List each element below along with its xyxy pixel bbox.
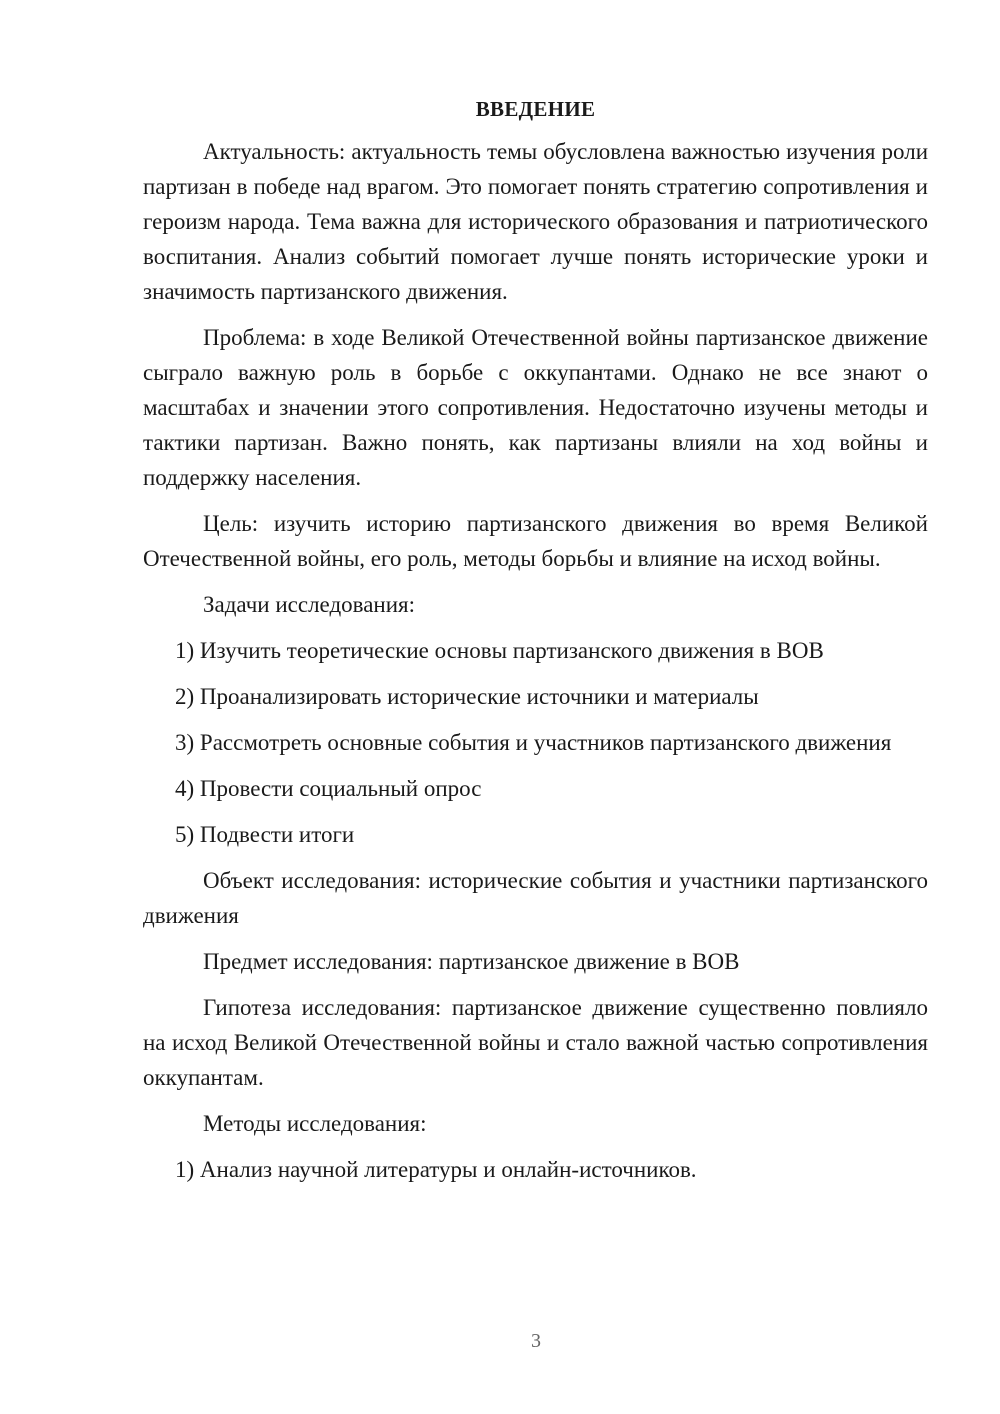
document-page [143,92,928,1198]
goal-paragraph: Цель: изучить историю партизанского движения во время Великой Отечественной войны, его роль, методы борьбы и влияние на исход войны. [143,511,928,571]
task-item: 3) Рассмотреть основные события и участников партизанского движения [175,730,892,755]
hypothesis-paragraph: Гипотеза исследования: партизанское движение существенно повлияло на исход Великой Отечественной войны и стало важной частью сопротивления оккупантам. [143,995,928,1090]
task-item: 5) Подвести итоги [175,822,355,847]
section-title: ВВЕДЕНИЕ [475,97,596,121]
task-item: 4) Провести социальный опрос [175,776,482,801]
tasks-heading: Задачи исследования: [203,592,416,617]
task-item: 2) Проанализировать исторические источники и материалы [175,684,759,709]
subject-paragraph: Предмет исследования: партизанское движение в ВОВ [203,949,740,974]
page-number: 3 [531,1330,541,1352]
relevance-paragraph: Актуальность: актуальность темы обусловлена важностью изучения роли партизан в победе над врагом. Это помогает понять стратегию сопротивления и героизм народа. Тема важна для исторического образования и патриотического воспитания. Анализ событий помогает лучше понять исторические уроки и значимость партизанского движения. [143,139,928,304]
methods-heading: Методы исследования: [203,1111,427,1136]
method-item: 1) Анализ научной литературы и онлайн-источников. [175,1157,697,1182]
problem-paragraph: Проблема: в ходе Великой Отечественной войны партизанское движение сыграло важную роль в борьбе с оккупантами. Однако не все знают о масштабах и значении этого сопротивления. Недостаточно изучены методы и тактики партизан. Важно понять, как партизаны влияли на ход войны и поддержку населения. [143,325,928,490]
object-paragraph: Объект исследования: исторические события и участники партизанского движения [143,868,928,928]
task-item: 1) Изучить теоретические основы партизанского движения в ВОВ [175,638,824,663]
